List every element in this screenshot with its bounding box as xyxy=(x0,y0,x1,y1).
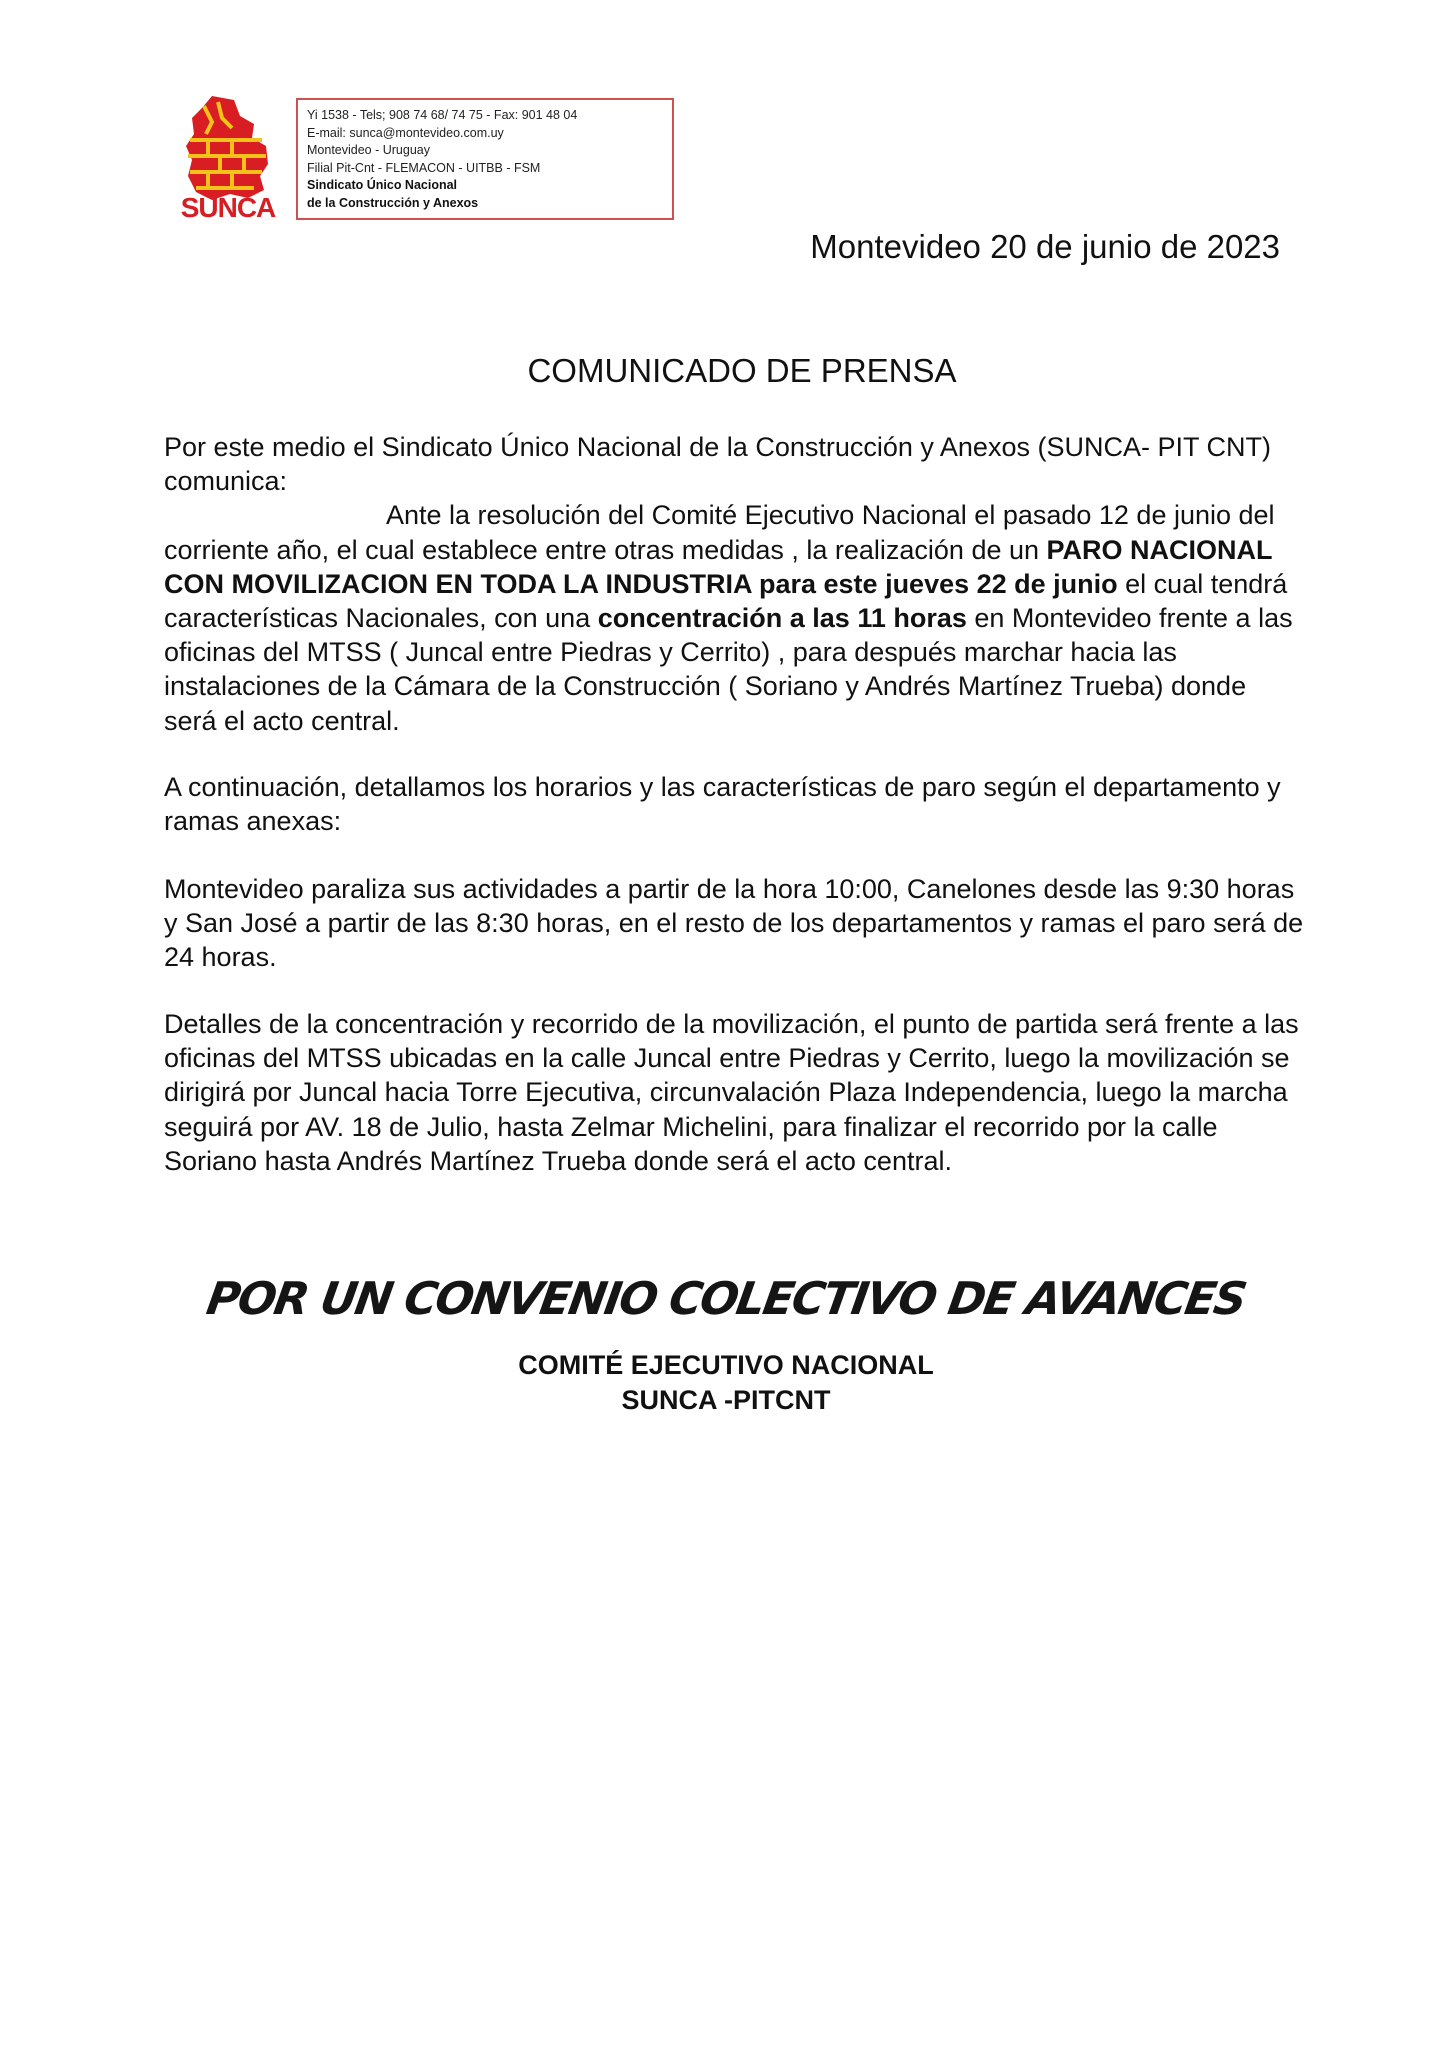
letterhead-affiliations: Filial Pit-Cnt - FLEMACON - UITBB - FSM xyxy=(307,160,541,175)
paragraph-route: Detalles de la concentración y recorrido de la movilización, el punto de partida será frente a las oficinas del MTSS ubicadas en la calle Juncal entre Piedras y Cerrito, luego la movilización se dirigirá por Juncal hacia Torre Ejecutiva, circunvalación Plaza Independencia, luego la marcha seguirá por AV. 18 de Julio, hasta Zelmar Michelini, para finalizar el recorrido por la calle Soriano hasta Andrés Martínez Trueba donde será el acto central. xyxy=(164,1009,1299,1176)
signature-union: SUNCA -PITCNT xyxy=(621,1385,831,1415)
slogan: POR UN CONVENIO COLECTIVO DE AVANCES xyxy=(203,1272,1249,1325)
paragraph-announcement xyxy=(164,430,1304,738)
signature-committee: COMITÉ EJECUTIVO NACIONAL xyxy=(518,1350,934,1380)
logo-wordmark: SUNCA xyxy=(180,192,276,223)
concentration-time-bold: concentración a las 11 horas xyxy=(597,603,967,634)
letterhead-org-name-2: de la Construcción y Anexos xyxy=(307,195,479,210)
document-date: Montevideo 20 de junio de 2023 xyxy=(810,228,1280,265)
page-title: COMUNICADO DE PRENSA xyxy=(527,352,957,389)
letterhead-info-box xyxy=(296,98,674,220)
letterhead-city: Montevideo - Uruguay xyxy=(307,143,430,157)
resolution-text-3: en Montevideo frente a las oficinas del MTSS ( Juncal entre Piedras y Cerrito) , para después marchar hacia las instalaciones de la Cámara de la Construcción ( Soriano y Andrés Martínez Trueba) donde será el acto central. xyxy=(164,603,1293,736)
strike-announcement-bold: PARO NACIONAL CON MOVILIZACION EN TODA LA INDUSTRIA para este jueves 22 de junio xyxy=(164,534,1273,599)
letterhead-address: Yi 1538 - Tels; 908 74 68/ 74 75 - Fax: 901 48 04 xyxy=(307,108,578,122)
paragraph-intro: Por este medio el Sindicato Único Nacional de la Construcción y Anexos (SUNCA- PIT CNT) comunica: xyxy=(164,432,1271,497)
paragraph-schedule-intro: A continuación, detallamos los horarios y las características de paro según el departamento y ramas anexas: xyxy=(164,772,1281,837)
letterhead-email: E-mail: sunca@montevideo.com.uy xyxy=(307,125,504,140)
paragraph-schedule: Montevideo paraliza sus actividades a partir de la hora 10:00, Canelones desde las 9:30 horas y San José a partir de las 8:30 horas, en el resto de los departamentos y ramas el paro será de 24 horas. xyxy=(164,874,1304,973)
letterhead-org-name-1: Sindicato Único Nacional xyxy=(307,178,458,192)
paragraph-resolution xyxy=(164,498,1304,737)
resolution-text-2: el cual tendrá características Nacionales, con una xyxy=(164,568,1288,634)
resolution-text: Ante la resolución del Comité Ejecutivo Nacional el pasado 12 de junio del corriente año, el cual establece entre otras medidas , la realización de un xyxy=(164,500,1275,565)
